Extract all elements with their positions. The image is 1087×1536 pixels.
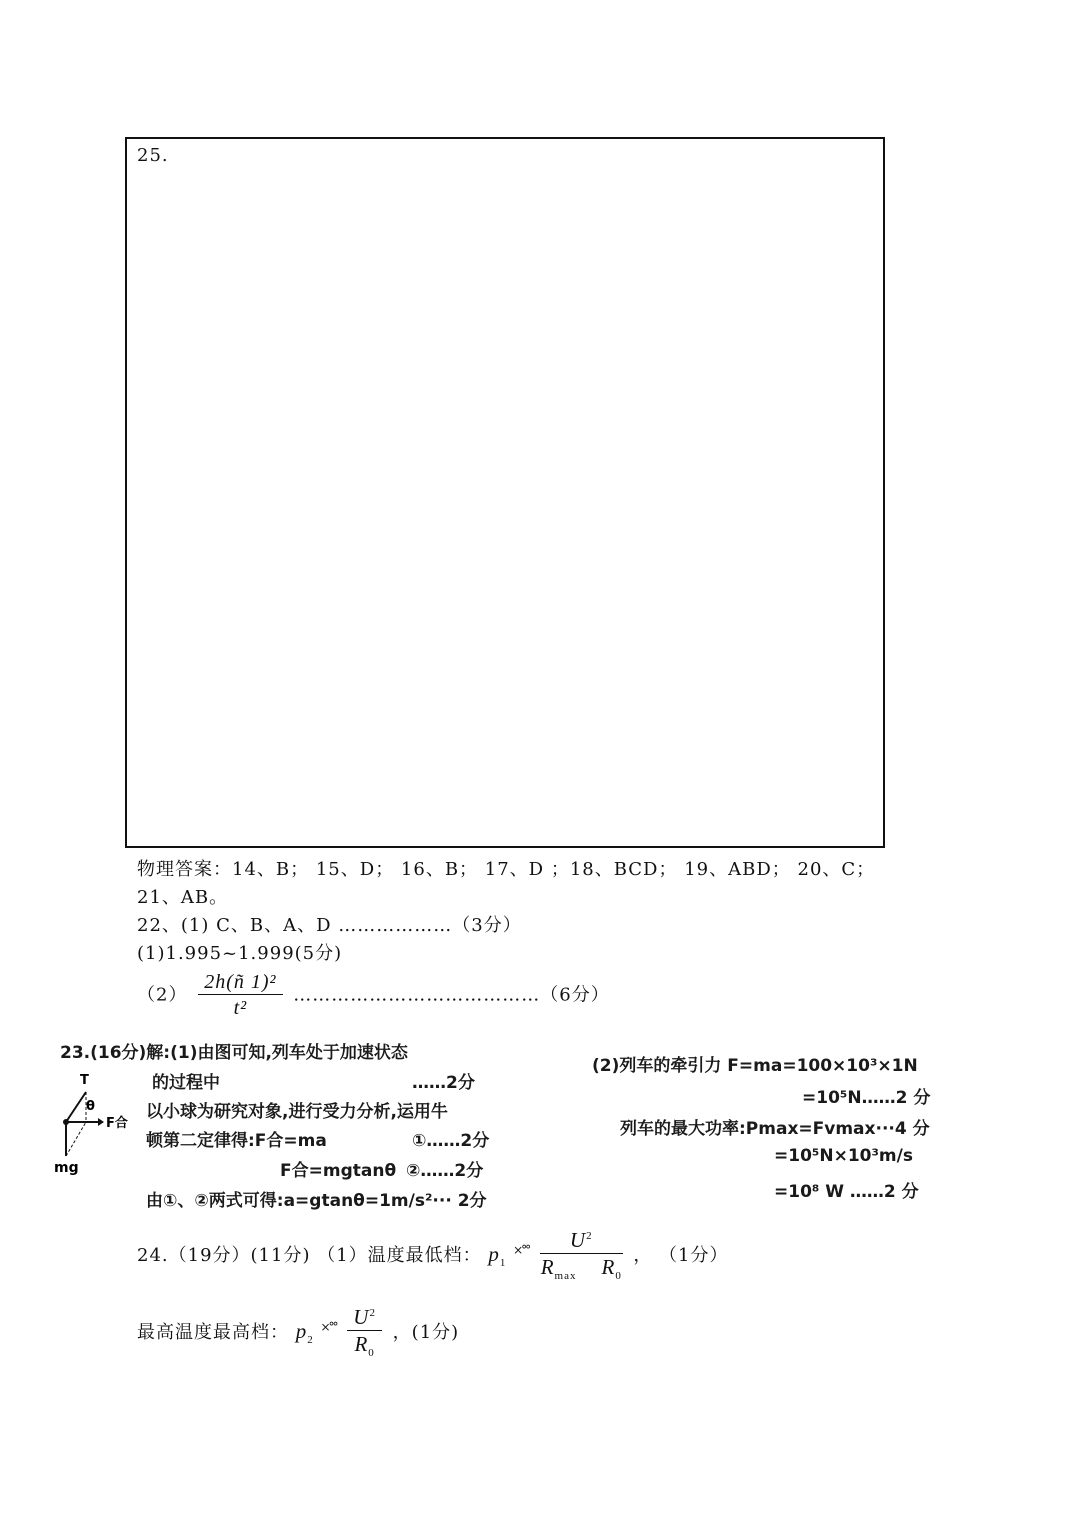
- q22-line-3: [137, 970, 610, 1021]
- q22-line-2: (1)1.995~1.999(5分): [137, 943, 343, 964]
- q23-title: 23.(16分)解:(1)由图可知,列车处于加速状态: [60, 1043, 408, 1063]
- q23-right-1: (2)列车的牵引力 F=ma=100×10³×1N: [592, 1056, 918, 1076]
- q22-formula-numerator: 2h(ñ 1)²: [198, 970, 282, 995]
- label-theta: θ: [86, 1099, 95, 1114]
- q23-line-2-score: ……2分: [412, 1073, 475, 1093]
- answer-box-25: [125, 137, 885, 848]
- q23-right-5: =10⁸ W ……2 分: [774, 1182, 919, 1202]
- q22-part-label: （2）: [137, 984, 188, 1006]
- proportional-glyph-2: ×°°: [320, 1319, 337, 1334]
- label-F: F合: [106, 1116, 128, 1131]
- proportional-glyph: ×°°: [513, 1242, 530, 1257]
- q23-right-2: =10⁵N……2 分: [802, 1088, 931, 1108]
- q23-line-3: 以小球为研究对象,进行受力分析,运用牛: [146, 1102, 448, 1122]
- q23-line-4-score: ①……2分: [412, 1131, 490, 1151]
- q24-formula-2: $\frac{U^2}{R_0}$: [347, 1305, 382, 1361]
- force-diagram: [48, 1070, 138, 1180]
- tension-vector: [66, 1092, 86, 1122]
- q24-line-1: [137, 1228, 729, 1284]
- diagonal-guide: [66, 1122, 86, 1156]
- q24-formula-1: $\frac{U^2}{R_{max} R_0}$: [540, 1228, 622, 1283]
- q23-line-5: F合=mgtanθ: [280, 1161, 397, 1181]
- q22-score: …………………………………（6分）: [293, 984, 610, 1006]
- label-T: T: [80, 1073, 89, 1088]
- q23-line-2: 的过程中: [152, 1073, 220, 1093]
- answer-line-2: 21、AB。: [137, 887, 229, 908]
- q23-line-6: 由①、②两式可得:a=gtanθ=1m/s²··· 2分: [146, 1191, 487, 1211]
- answer-line-1: 物理答案：14、B； 15、D； 16、B； 17、D ；18、BCD； 19、ABD； 20、C；: [137, 859, 876, 880]
- q23-line-5-score: ②……2分: [406, 1161, 484, 1181]
- q24-line-1-score: ， （1分）: [633, 1244, 729, 1266]
- p2-symbol: $p_2$: [295, 1318, 314, 1347]
- q23-right-3: 列车的最大功率:Pmax=Fvmax···4 分: [620, 1119, 930, 1139]
- q22-line-1: 22、(1) C、B、A、D ………………（3分）: [137, 915, 522, 936]
- q22-formula-denominator: t²: [233, 997, 248, 1019]
- q24-line-1-label: 24.（19分）(11分) （1）温度最低档：: [137, 1244, 482, 1266]
- q23-line-4: 顿第二定律得:F合=ma: [146, 1131, 327, 1151]
- label-mg: mg: [54, 1160, 79, 1176]
- q24-line-2-label: 最高温度最高档：: [137, 1321, 289, 1343]
- q24-line-2-score: ，(1分): [392, 1321, 460, 1343]
- net-force-arrowhead: [98, 1118, 104, 1126]
- p1-symbol: $p_1$: [488, 1241, 507, 1270]
- q24-line-2: [137, 1305, 459, 1361]
- question-number: 25.: [137, 145, 169, 166]
- q22-formula: [198, 970, 282, 1021]
- ball-point: [63, 1119, 69, 1125]
- q23-right-4: =10⁵N×10³m/s: [774, 1146, 913, 1166]
